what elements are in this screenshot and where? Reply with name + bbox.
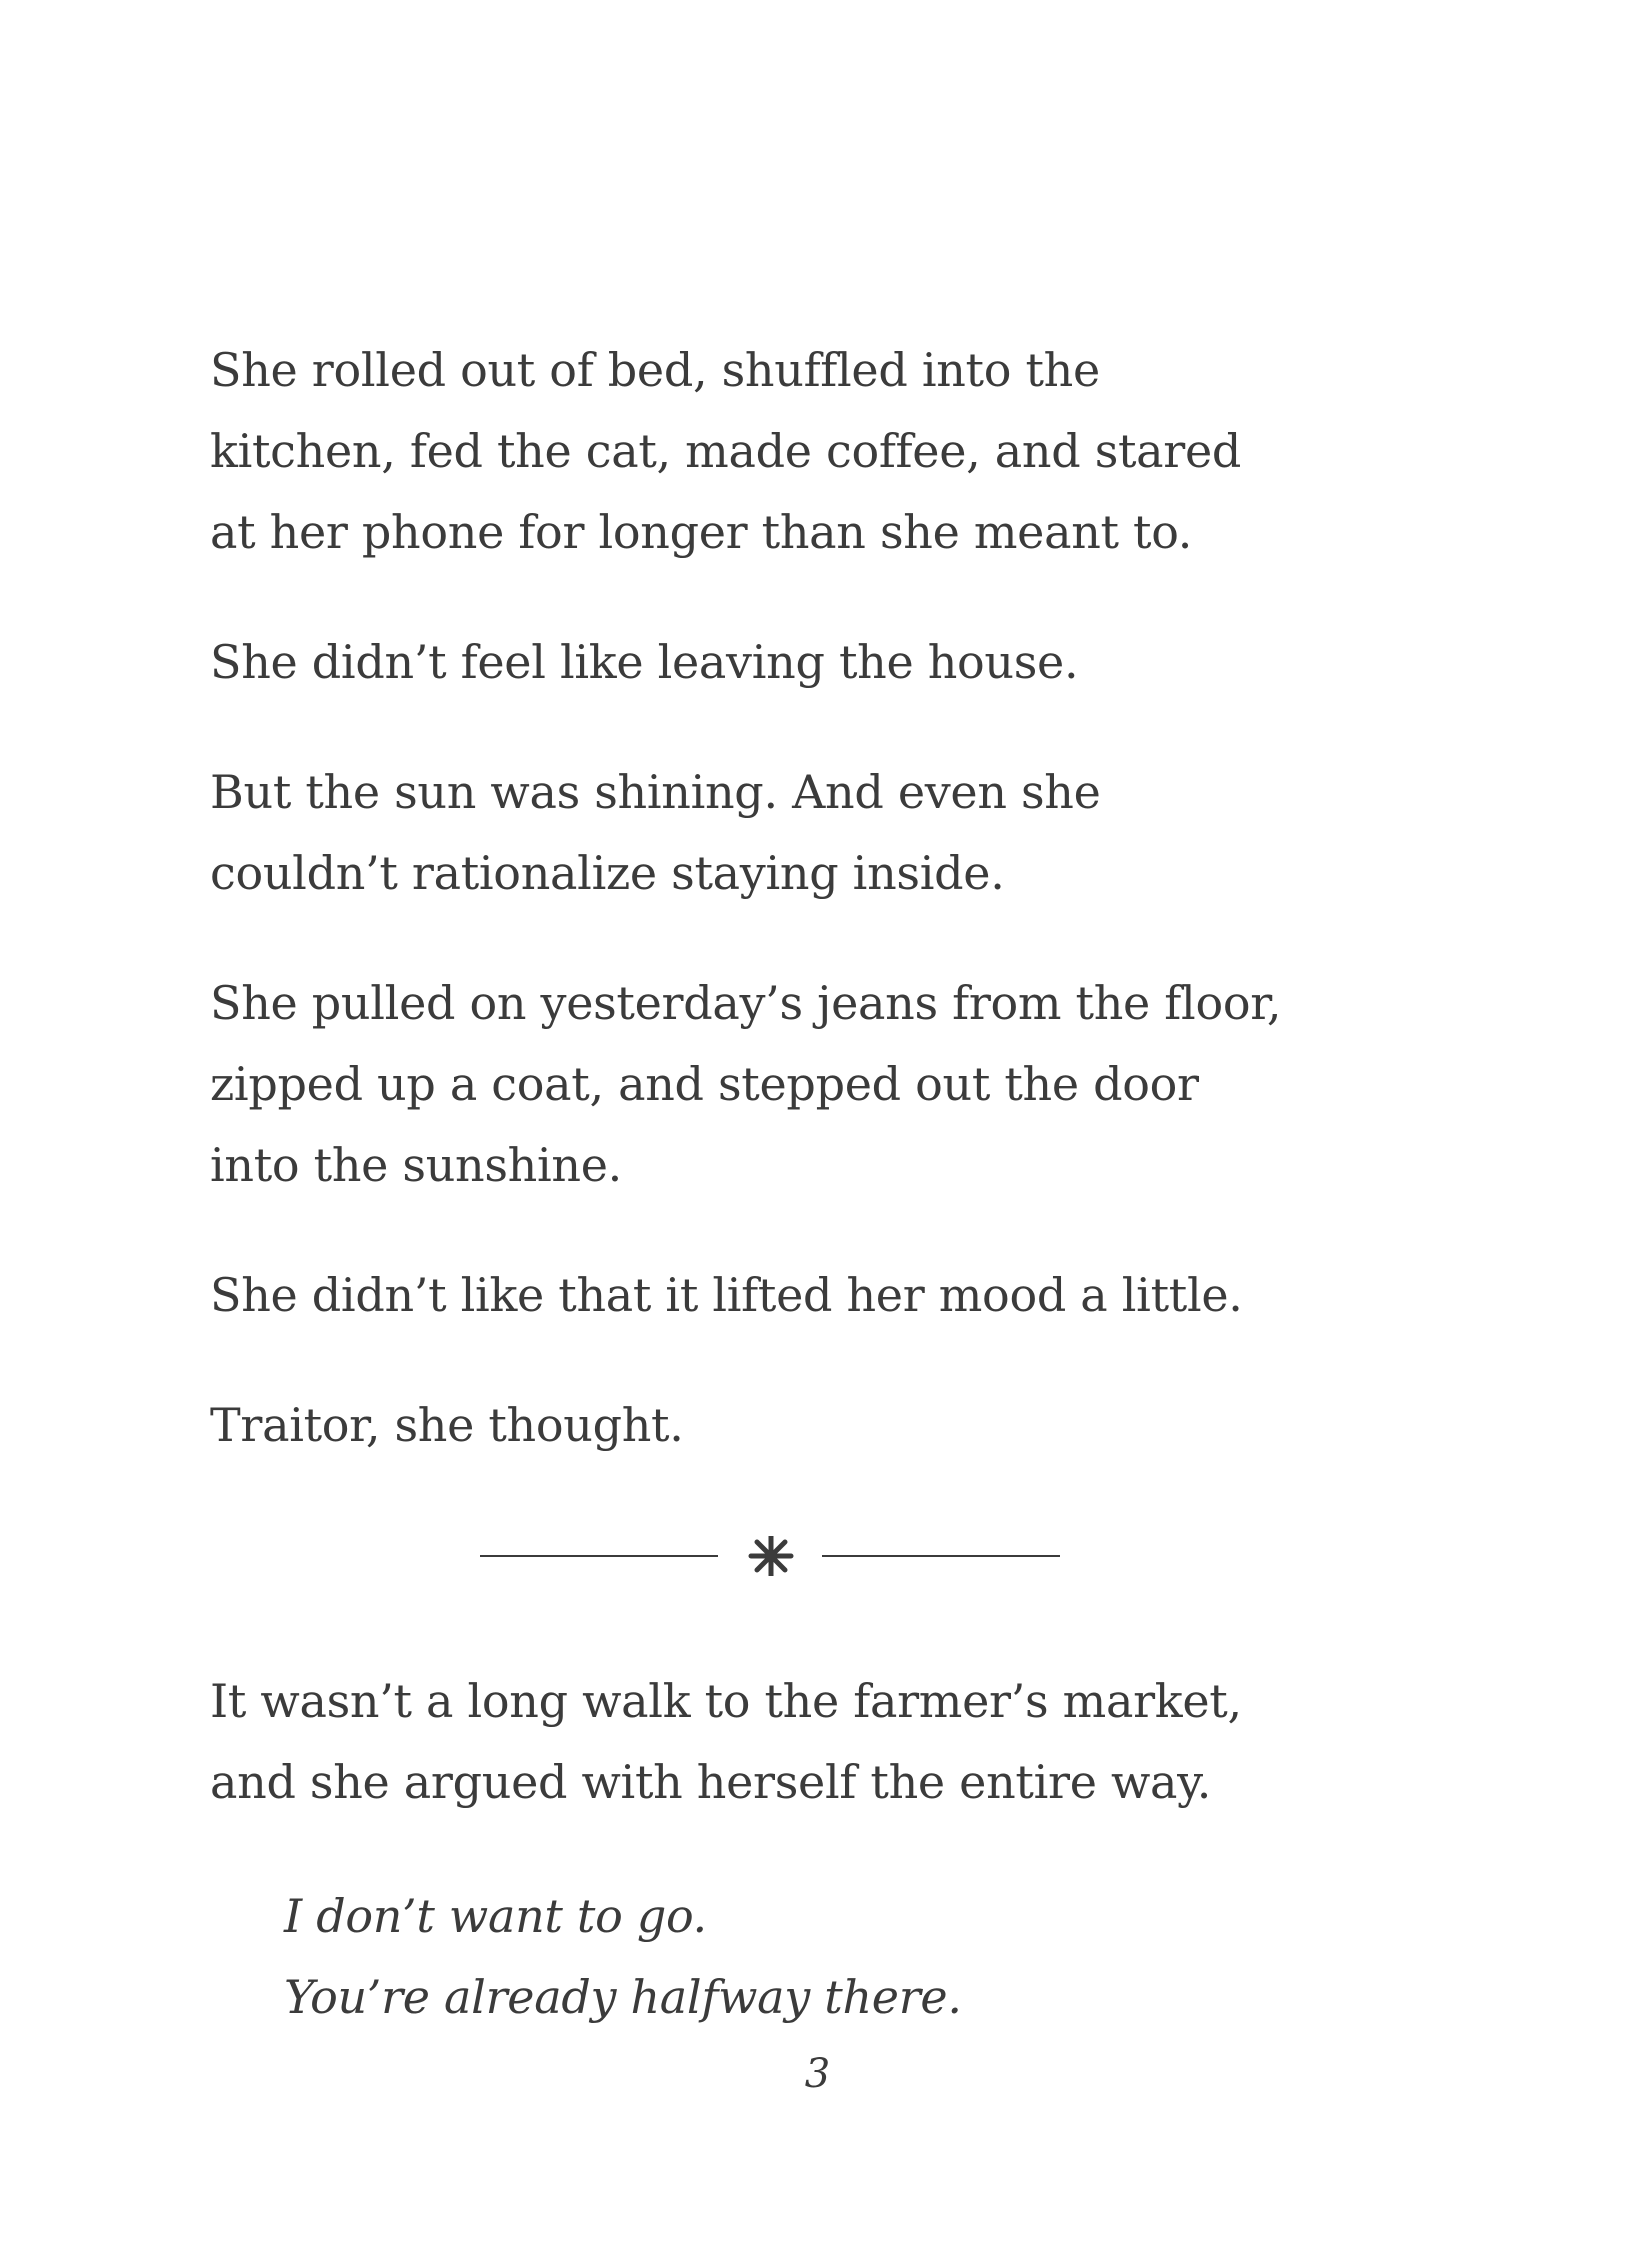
paragraph-line: She rolled out of bed, shuffled into the bbox=[210, 343, 1100, 397]
paragraph-line: couldn’t rationalize staying inside. bbox=[210, 846, 1005, 900]
paragraph-6 bbox=[210, 1385, 1410, 1466]
paragraph-line: Traitor, she thought. bbox=[210, 1398, 684, 1452]
paragraph-line: She didn’t like that it lifted her mood a little. bbox=[210, 1268, 1243, 1322]
paragraph-7 bbox=[210, 1661, 1410, 1823]
first-section bbox=[210, 330, 1410, 1466]
page-number: 3 bbox=[804, 2051, 831, 2097]
paragraph-line: at her phone for longer than she meant to. bbox=[210, 505, 1193, 559]
paragraph-line: and she argued with herself the entire way. bbox=[210, 1755, 1212, 1809]
italic-line: I don’t want to go. bbox=[284, 1889, 707, 1943]
second-section bbox=[210, 1661, 1410, 1823]
paragraph-line: It wasn’t a long walk to the farmer’s market, bbox=[210, 1674, 1242, 1728]
inner-dialogue bbox=[284, 1876, 1384, 2038]
paragraph-5 bbox=[210, 1255, 1410, 1336]
paragraph-line: But the sun was shining. And even she bbox=[210, 765, 1101, 819]
star-burst-icon bbox=[751, 1536, 791, 1576]
paragraph-4 bbox=[210, 963, 1410, 1206]
paragraph-line: kitchen, fed the cat, made coffee, and stared bbox=[210, 424, 1242, 478]
paragraph-line: She didn’t feel like leaving the house. bbox=[210, 635, 1079, 689]
italic-line: You’re already halfway there. bbox=[284, 1970, 962, 2024]
italic-paragraph bbox=[284, 1876, 1384, 2038]
paragraph-1 bbox=[210, 330, 1410, 573]
paragraph-3 bbox=[210, 752, 1410, 914]
paragraph-2 bbox=[210, 622, 1410, 703]
section-divider bbox=[480, 1536, 1060, 1576]
paragraph-line: zipped up a coat, and stepped out the door bbox=[210, 1057, 1199, 1111]
paragraph-line: She pulled on yesterday’s jeans from the floor, bbox=[210, 976, 1282, 1030]
paragraph-line: into the sunshine. bbox=[210, 1138, 622, 1192]
